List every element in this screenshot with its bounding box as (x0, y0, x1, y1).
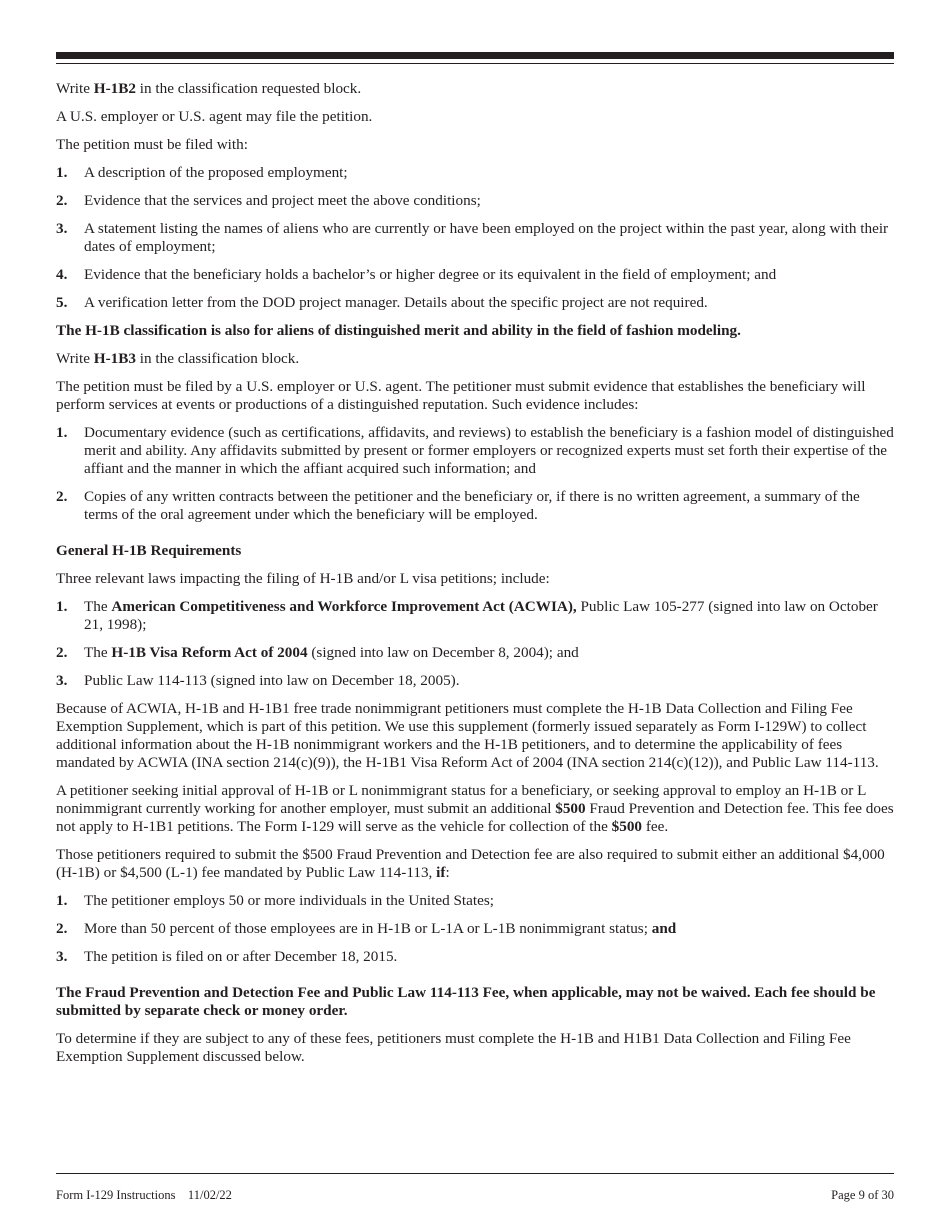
section-heading: General H-1B Requirements (56, 542, 242, 559)
paragraph-relevant-laws: Three relevant laws impacting the filing of H-1B and/or L visa petitions; include: (56, 570, 550, 587)
page-footer (56, 1186, 894, 1204)
paragraph-determine-fees: To determine if they are subject to any of these fees, petitioners must complete the H-1B and H1B1 Data Collection and Filing Fee Exemption Supplement discussed below. (56, 1030, 851, 1065)
list-item: 2. Copies of any written contracts between the petitioner and the beneficiary or, if there is no written agreement, a summary of the terms of the oral agreement under which the beneficiary will be employed. (56, 488, 860, 523)
paragraph-acwia: Because of ACWIA, H-1B and H-1B1 free trade nonimmigrant petitioners must complete the H-1B Data Collection and Filing Fee Exemption Supplement, which is part of this petition. We use this supplement (formerly issued separately as Form I-129W) to collect additional information about the H-1B nonimmigrant workers and the H-1B petitioners, and to determine the applicability of fees mandated by ACWIA (INA section 214(c)(9)), the H-1B1 Visa Reform Act of 2004 (INA section 214(c)(12)), and Public Law 114-113. (56, 700, 879, 771)
list-item: 1. Documentary evidence (such as certifications, affidavits, and reviews) to establish the beneficiary is a fashion model of distinguished merit and ability. Any affidavits submitted by present or former employers or recognized experts must set forth their expertise of the affiant and the manner in which the affiant acquired such information; and (56, 424, 894, 477)
list-item: 2. More than 50 percent of those employees are in H-1B or L-1A or L-1B nonimmigrant status; and (56, 920, 677, 937)
page-content (56, 80, 894, 1076)
list-item: 4. Evidence that the beneficiary holds a bachelor’s or higher degree or its equivalent in the field of employment; and (56, 266, 777, 283)
paragraph-fashion-evidence: The petition must be filed by a U.S. employer or U.S. agent. The petitioner must submit evidence that establishes the beneficiary will perform services at events or productions of a distinguished reputation. Such evidence includes: (56, 378, 866, 413)
list-item: 2. Evidence that the services and project meet the above conditions; (56, 192, 481, 209)
paragraph-filed-with: The petition must be filed with: (56, 136, 248, 153)
list-item: 1. The American Competitiveness and Workforce Improvement Act (ACWIA), Public Law 105-277 (signed into law on October 21, 1998); (56, 598, 878, 633)
paragraph-fraud-fee: A petitioner seeking initial approval of H-1B or L nonimmigrant status for a beneficiary, or seeking approval to employ an H-1B or L nonimmigrant currently working for another employer, must submit an additional $500 Fraud Prevention and Detection fee. This fee does not apply to H-1B1 petitions. The Form I-129 will serve as the vehicle for collection of the $500 fee. (56, 782, 894, 835)
paragraph-employer-agent: A U.S. employer or U.S. agent may file the petition. (56, 108, 373, 125)
footer-form-info: Form I-129 Instructions 11/02/22 (56, 1188, 232, 1202)
footer-rule (56, 1173, 894, 1174)
paragraph-h1b3: Write H-1B3 in the classification block. (56, 350, 300, 367)
top-rule-thin (56, 63, 894, 64)
paragraph-h1b2: Write H-1B2 in the classification requested block. (56, 80, 362, 97)
footer-page-number: Page 9 of 30 (831, 1188, 894, 1202)
list-item: 1. The petitioner employs 50 or more individuals in the United States; (56, 892, 494, 909)
top-rule-thick (56, 52, 894, 59)
paragraph-fashion-modeling: The H-1B classification is also for aliens of distinguished merit and ability in the field of fashion modeling. (56, 322, 741, 339)
list-item: 3. A statement listing the names of aliens who are currently or have been employed on the project within the past year, along with their dates of employment; (56, 220, 889, 255)
list-item: 5. A verification letter from the DOD project manager. Details about the specific project are not required. (56, 294, 708, 311)
paragraph-fees-not-waived: The Fraud Prevention and Detection Fee and Public Law 114-113 Fee, when applicable, may not be waived. Each fee should be submitted by separate check or money order. (56, 984, 876, 1019)
list-item: 1. A description of the proposed employment; (56, 164, 348, 181)
list-item: 2. The H-1B Visa Reform Act of 2004 (signed into law on December 8, 2004); and (56, 644, 579, 661)
list-item: 3. Public Law 114-113 (signed into law on December 18, 2005). (56, 672, 460, 689)
paragraph-additional-fee: Those petitioners required to submit the $500 Fraud Prevention and Detection fee are also required to submit either an additional $4,000 (H-1B) or $4,500 (L-1) fee mandated by Public Law 114-113, if: (56, 846, 885, 881)
list-item: 3. The petition is filed on or after December 18, 2015. (56, 948, 398, 965)
